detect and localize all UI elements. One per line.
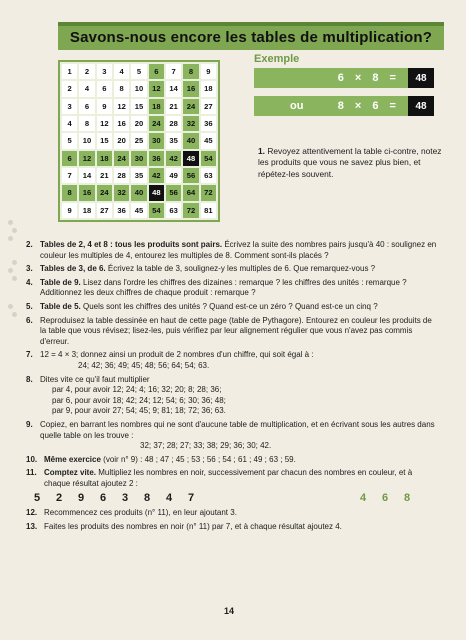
black-digit: 8	[143, 492, 151, 505]
table-cell: 8	[183, 64, 198, 79]
table-cell: 72	[201, 185, 216, 200]
table-cell: 63	[166, 203, 181, 218]
exercise-number: 7.	[26, 350, 33, 360]
table-cell: 36	[149, 151, 164, 166]
exercise-line: par 9, pour avoir 27; 54; 45; 9; 81; 18; 72; 36; 63.	[52, 406, 226, 416]
table-cell: 48	[149, 185, 164, 200]
table-cell: 12	[114, 99, 129, 114]
green-digit: 8	[403, 492, 411, 505]
table-cell: 7	[62, 168, 77, 183]
exercise-text: Multipliez les nombres en noir, successivement par chacun des nombres en couleur, et à chaque résultat ajoutez 2 :	[44, 468, 413, 488]
table-cell: 12	[149, 81, 164, 96]
table-cell: 9	[62, 203, 77, 218]
table-cell: 4	[79, 81, 94, 96]
table-cell: 36	[114, 203, 129, 218]
exercise-4	[26, 278, 438, 299]
black-digit: 2	[55, 492, 63, 505]
exercise-text: 12 = 4 × 3; donnez ainsi un produit de 2 nombres d'un chiffre, qui soit égal à :	[40, 350, 314, 360]
exercise-values: 32; 37; 28; 27; 33; 38; 29; 36; 30; 42.	[140, 441, 272, 451]
exercise-12	[26, 508, 438, 519]
exercise-heading: Même exercice	[44, 454, 101, 464]
table-cell: 56	[183, 168, 198, 183]
table-cell: 18	[149, 99, 164, 114]
exercise-5	[26, 302, 438, 313]
table-cell: 25	[131, 133, 146, 148]
exercise-body	[40, 420, 438, 452]
exercise-text: Recommencez ces produits (n° 11), en leur ajoutant 3.	[44, 508, 237, 518]
black-digit: 9	[77, 492, 85, 505]
table-cell: 42	[149, 168, 164, 183]
table-cell: 7	[166, 64, 181, 79]
table-cell: 9	[201, 64, 216, 79]
example-result: 48	[408, 68, 434, 88]
table-cell: 10	[79, 133, 94, 148]
table-cell: 35	[166, 133, 181, 148]
table-cell: 21	[166, 99, 181, 114]
exercise-text: Quels sont les chiffres des unités ? Quand est-ce un zéro ? Quand est-ce un cinq ?	[80, 301, 378, 311]
table-cell: 14	[166, 81, 181, 96]
exercise-9	[26, 420, 438, 452]
exercise-8	[26, 375, 438, 417]
table-cell: 48	[183, 151, 198, 166]
exercise-number: 6.	[26, 315, 33, 325]
exercise-11	[26, 468, 438, 489]
exercise-text: Revoyez attentivement la table ci-contre, notez les produits que vous ne savez plus bien, et répétez-les souvent.	[258, 146, 442, 179]
exercise-7	[26, 350, 438, 371]
table-cell: 5	[62, 133, 77, 148]
table-cell: 14	[79, 168, 94, 183]
table-cell: 12	[97, 116, 112, 131]
exercise-body	[40, 350, 438, 371]
table-cell: 1	[62, 64, 77, 79]
exercise-text: Écrivez la table de 3, soulignez-y les multiples de 6. Que remarquez-vous ?	[105, 264, 376, 274]
exercise-number: 5.	[26, 301, 33, 311]
table-cell: 6	[97, 81, 112, 96]
exercise-body	[44, 455, 438, 466]
table-cell: 45	[201, 133, 216, 148]
exercise-number: 11.	[26, 468, 37, 478]
table-cell: 2	[62, 81, 77, 96]
example-result: 48	[408, 96, 434, 116]
table-cell: 81	[201, 203, 216, 218]
example-row-2	[254, 96, 434, 116]
table-cell: 64	[183, 185, 198, 200]
table-cell: 3	[62, 99, 77, 114]
table-cell: 5	[131, 64, 146, 79]
table-cell: 16	[79, 185, 94, 200]
table-cell: 6	[79, 99, 94, 114]
exercise-2	[26, 240, 438, 261]
page-title: Savons-nous encore les tables de multiplication?	[58, 22, 444, 50]
table-cell: 20	[131, 116, 146, 131]
black-digit: 6	[99, 492, 107, 505]
black-digit: 7	[187, 492, 195, 505]
table-cell: 18	[201, 81, 216, 96]
table-cell: 40	[183, 133, 198, 148]
table-cell: 24	[97, 185, 112, 200]
table-cell: 10	[131, 81, 146, 96]
exercise-body	[44, 468, 438, 489]
table-cell: 8	[114, 81, 129, 96]
table-cell: 45	[131, 203, 146, 218]
exercise-number: 12.	[26, 508, 38, 518]
table-cell: 24	[149, 116, 164, 131]
black-digit: 4	[165, 492, 173, 505]
green-digit: 4	[359, 492, 367, 505]
table-cell: 15	[131, 99, 146, 114]
exercise-line: par 4, pour avoir 12; 24; 4; 16; 32; 20; 8; 28; 36;	[52, 385, 222, 395]
table-cell: 2	[79, 64, 94, 79]
table-cell: 54	[201, 151, 216, 166]
exercise-text: Reproduisez la table dessinée en haut de cette page (table de Pythagore). Entourez en couleur les produits de la table que vous révisez; lisez-les, puis vérifiez par leur alignement régulier que vous n'avez pas commis d'erreur.	[40, 315, 432, 346]
table-cell: 15	[97, 133, 112, 148]
table-cell: 28	[114, 168, 129, 183]
table-cell: 9	[97, 99, 112, 114]
exercise-body	[40, 302, 438, 313]
table-cell: 32	[183, 116, 198, 131]
binding-holes	[6, 220, 18, 330]
exercise-number: 2.	[26, 240, 33, 249]
exercise-heading: Tables de 2, 4 et 8 : tous les produits sont pairs.	[40, 240, 223, 249]
example-prefix: ou	[290, 100, 304, 112]
table-cell: 49	[166, 168, 181, 183]
exercise-1	[258, 146, 448, 180]
table-cell: 3	[97, 64, 112, 79]
table-cell: 20	[114, 133, 129, 148]
digit-row	[26, 493, 438, 504]
exercise-number: 8.	[26, 374, 33, 384]
exercise-text: Écrivez la suite des nombres pairs jusqu'à 40 : soulignez en couleur les multiples de 4, entourez les multiples de 8. Comment sont-ils placés ?	[40, 240, 437, 260]
table-cell: 6	[149, 64, 164, 79]
table-cell: 30	[149, 133, 164, 148]
black-digit: 5	[33, 492, 41, 505]
table-cell: 18	[79, 203, 94, 218]
table-cell: 24	[114, 151, 129, 166]
exercise-values: 24; 42; 36; 49; 45; 48; 56; 64; 54; 63.	[78, 360, 210, 370]
exercise-list	[26, 240, 438, 535]
exercise-number: 1.	[258, 146, 265, 156]
exercise-number: 3.	[26, 264, 33, 274]
table-cell: 63	[201, 168, 216, 183]
table-cell: 21	[97, 168, 112, 183]
exercise-heading: Tables de 3, de 6.	[40, 264, 106, 274]
table-cell: 4	[114, 64, 129, 79]
example-label: Exemple	[254, 53, 300, 65]
exercise-3	[26, 264, 438, 275]
table-cell: 56	[166, 185, 181, 200]
exercise-text: Faites les produits des nombres en noir (n° 11) par 7, et à chaque résultat ajoutez 4.	[44, 521, 342, 531]
table-cell: 27	[201, 99, 216, 114]
table-cell: 32	[114, 185, 129, 200]
exercise-number: 9.	[26, 419, 33, 429]
table-cell: 28	[166, 116, 181, 131]
exercise-text: Dites vite ce qu'il faut multiplier	[40, 374, 150, 384]
example-row-1	[254, 68, 434, 88]
green-digit: 6	[381, 492, 389, 505]
exercise-heading: Table de 9.	[40, 277, 81, 287]
table-cell: 8	[62, 185, 77, 200]
table-cell: 36	[201, 116, 216, 131]
exercise-13	[26, 522, 438, 533]
table-cell: 4	[62, 116, 77, 131]
exercise-heading: Table de 5.	[40, 301, 81, 311]
table-cell: 24	[183, 99, 198, 114]
exercise-text: Lisez dans l'ordre les chiffres des dizaines : remarque ? les chiffres des unités : remarque ? Additionnez les deux chiffres de chaque produit : remarque ?	[40, 277, 407, 298]
table-cell: 54	[149, 203, 164, 218]
example-expression: 8 × 6 =	[337, 100, 400, 112]
exercise-body	[40, 240, 438, 261]
exercise-number: 4.	[26, 277, 33, 287]
exercise-heading: Comptez vite.	[44, 468, 97, 478]
exercise-body	[40, 264, 438, 275]
table-cell: 72	[183, 203, 198, 218]
multiplication-table	[58, 60, 220, 222]
table-cell: 18	[97, 151, 112, 166]
black-digit: 3	[121, 492, 129, 505]
table-cell: 35	[131, 168, 146, 183]
exercise-body	[40, 278, 438, 299]
exercise-number: 13.	[26, 521, 38, 531]
exercise-body	[40, 375, 438, 417]
table-cell: 27	[97, 203, 112, 218]
table-cell: 6	[62, 151, 77, 166]
table-cell: 16	[114, 116, 129, 131]
exercise-text: Copiez, en barrant les nombres qui ne sont d'aucune table de multiplication, et en écrivant sous les autres dans quelle table on les trouve :	[40, 419, 435, 440]
table-cell: 42	[166, 151, 181, 166]
table-cell: 30	[131, 151, 146, 166]
exercise-10	[26, 455, 438, 466]
exercise-line: par 6, pour avoir 18; 42; 24; 12; 54; 6; 30; 36; 48;	[52, 395, 226, 405]
exercise-text: (voir n° 9) : 48 ; 47 ; 45 ; 53 ; 56 ; 54 ; 61 ; 49 ; 63 ; 59.	[100, 454, 296, 464]
page-number: 14	[224, 606, 235, 616]
table-cell: 16	[183, 81, 198, 96]
table-cell: 8	[79, 116, 94, 131]
table-cell: 12	[79, 151, 94, 166]
table-cell: 40	[131, 185, 146, 200]
exercise-number: 10.	[26, 454, 38, 464]
exercise-6	[26, 316, 438, 348]
example-expression: 6 × 8 =	[337, 72, 400, 84]
